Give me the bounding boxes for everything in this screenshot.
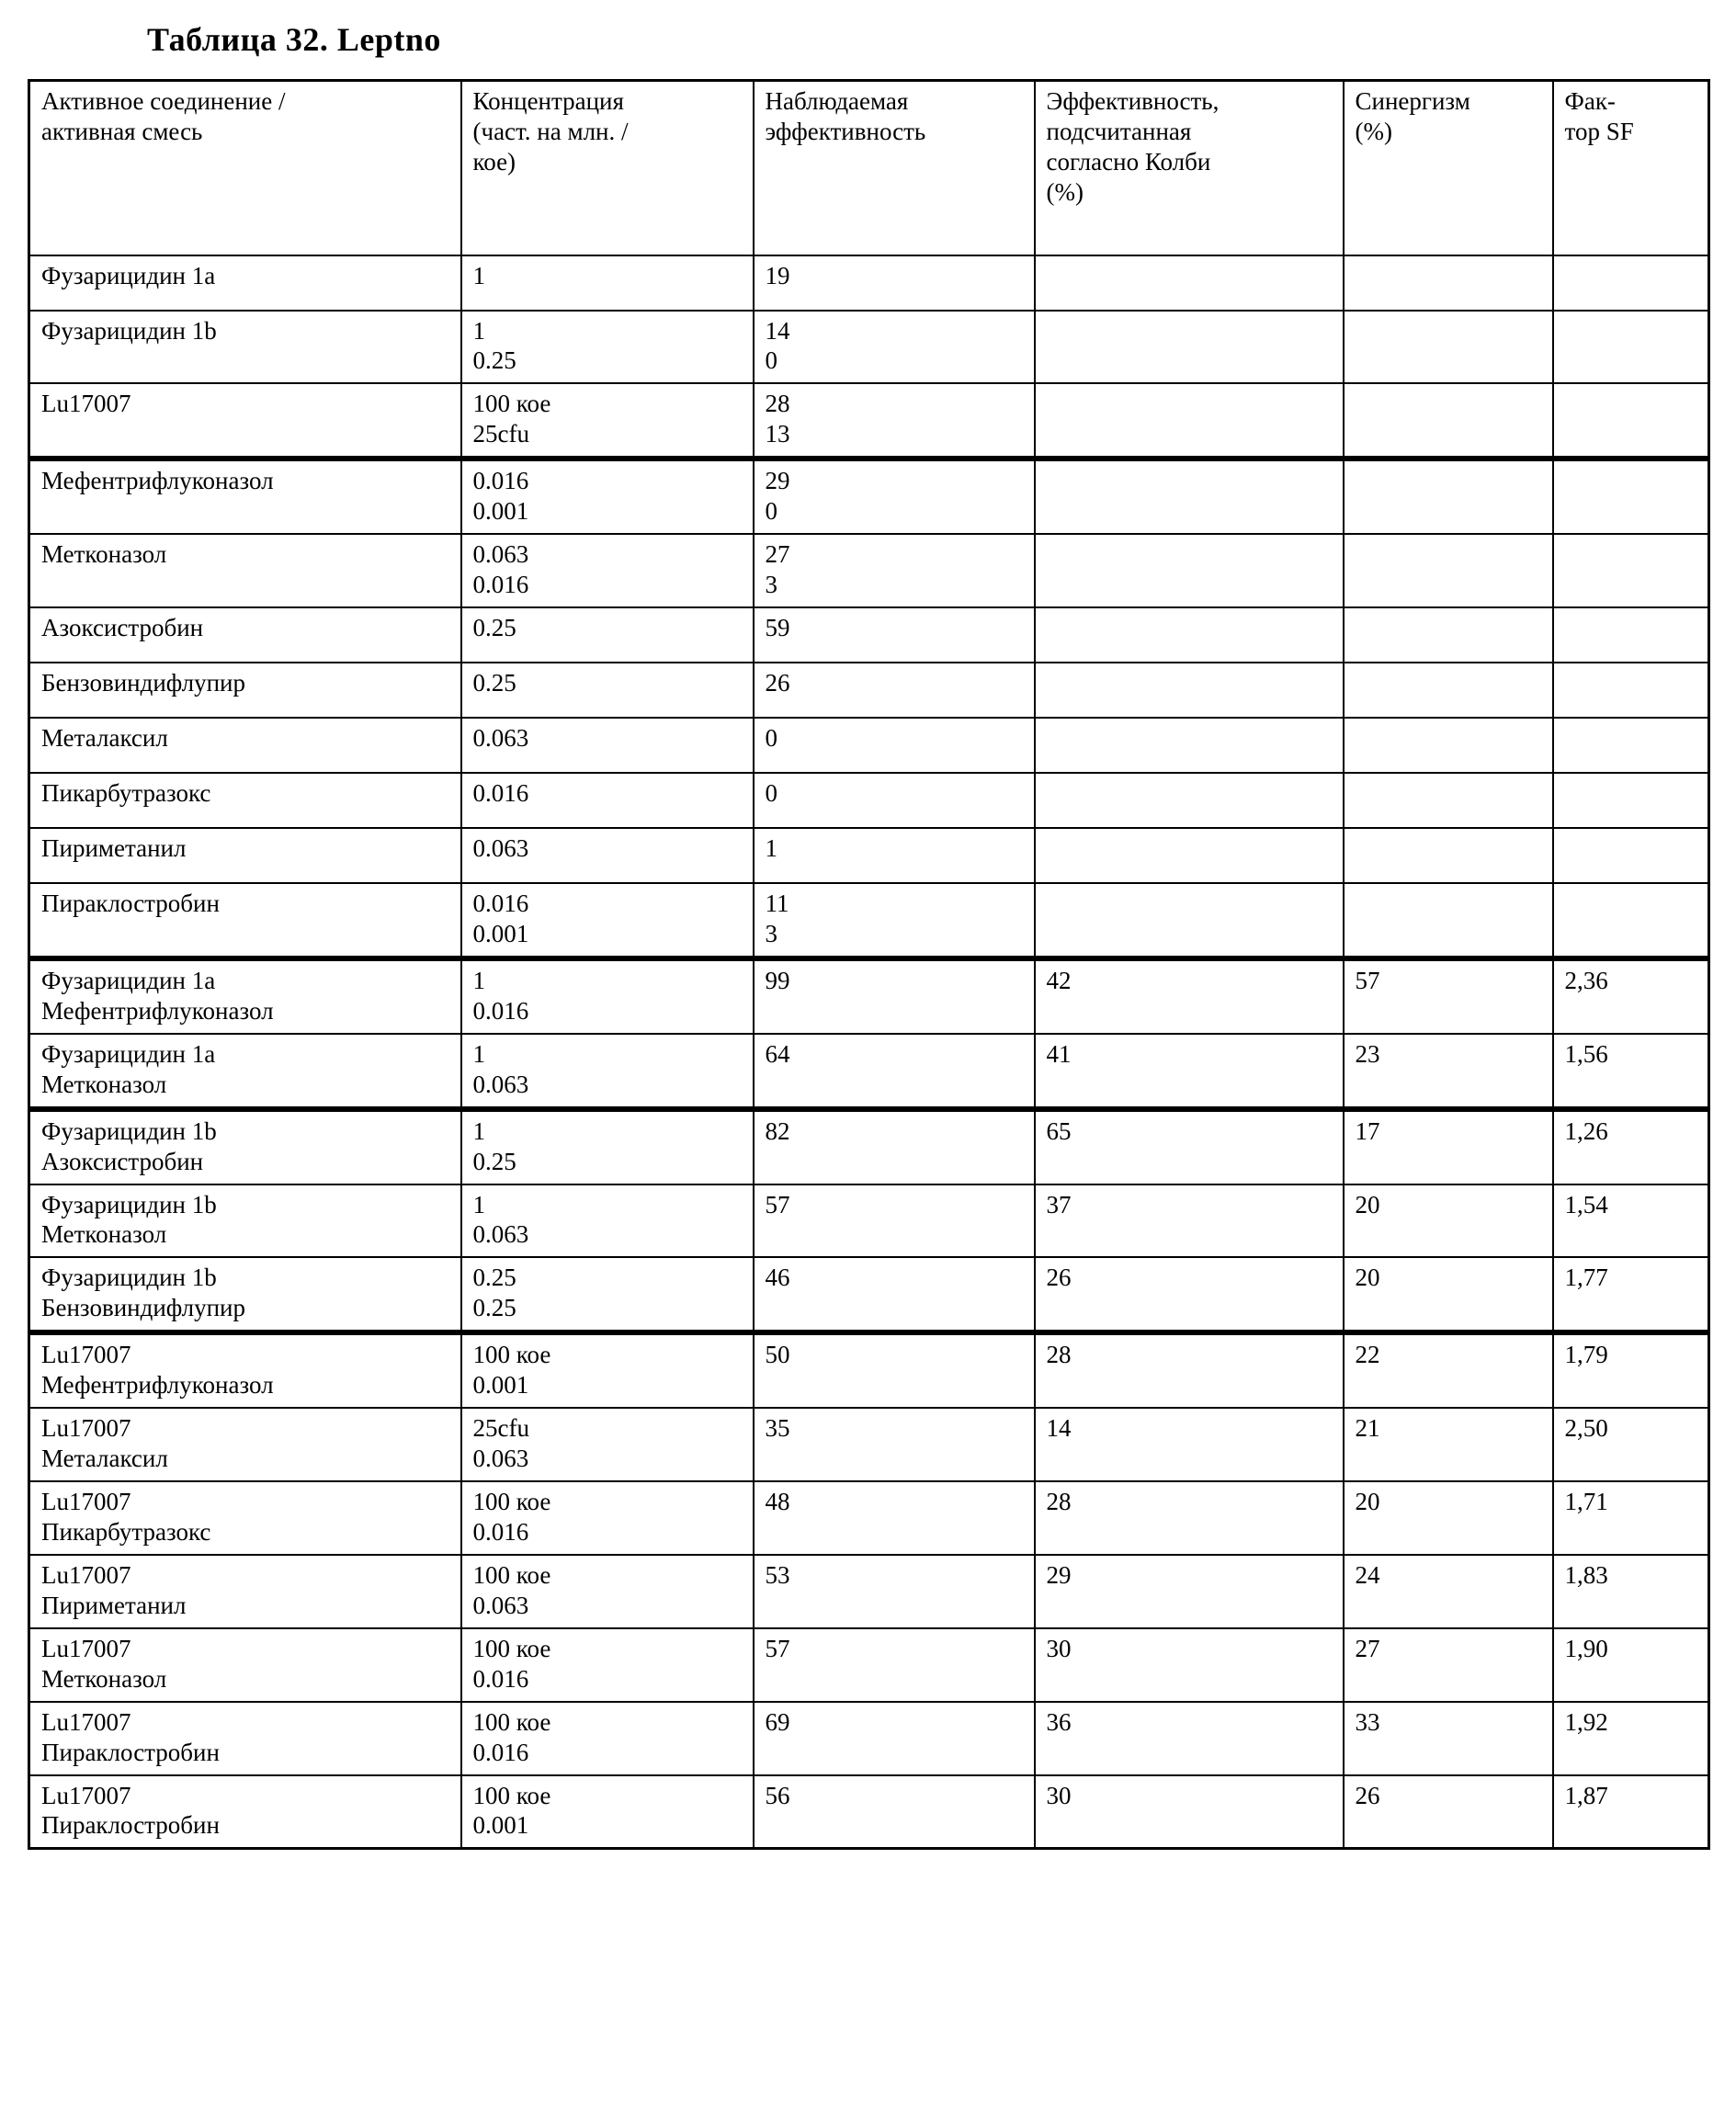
cell-colby-efficacy xyxy=(1035,828,1344,883)
cell-colby-efficacy: 65 xyxy=(1035,1109,1344,1184)
cell-observed-efficacy: 27 3 xyxy=(754,534,1035,607)
cell-compound: Lu17007 Металаксил xyxy=(29,1408,461,1481)
table-row xyxy=(29,828,1709,883)
cell-synergism: 33 xyxy=(1344,1702,1553,1775)
cell-synergism xyxy=(1344,718,1553,773)
cell-compound: Фузарицидин 1a Мефентрифлуконазол xyxy=(29,958,461,1034)
cell-synergism: 20 xyxy=(1344,1184,1553,1258)
cell-synergism xyxy=(1344,663,1553,718)
table-row xyxy=(29,1034,1709,1109)
cell-observed-efficacy: 0 xyxy=(754,773,1035,828)
cell-colby-efficacy: 14 xyxy=(1035,1408,1344,1481)
cell-colby-efficacy xyxy=(1035,311,1344,384)
cell-observed-efficacy: 99 xyxy=(754,958,1035,1034)
cell-compound: Lu17007 Мефентрифлуконазол xyxy=(29,1332,461,1408)
cell-compound: Фузарицидин 1b Бензовиндифлупир xyxy=(29,1257,461,1332)
cell-colby-efficacy xyxy=(1035,534,1344,607)
cell-synergism xyxy=(1344,607,1553,663)
cell-concentration: 1 0.016 xyxy=(461,958,754,1034)
table-row xyxy=(29,383,1709,459)
cell-observed-efficacy: 59 xyxy=(754,607,1035,663)
table-row xyxy=(29,1775,1709,1849)
column-header: Активное соединение / активная смесь xyxy=(29,81,461,255)
cell-synergism: 20 xyxy=(1344,1257,1553,1332)
cell-compound: Фузарицидин 1a xyxy=(29,255,461,311)
cell-compound: Фузарицидин 1b Метконазол xyxy=(29,1184,461,1258)
cell-synergism: 21 xyxy=(1344,1408,1553,1481)
cell-colby-efficacy: 30 xyxy=(1035,1628,1344,1702)
cell-observed-efficacy: 28 13 xyxy=(754,383,1035,459)
table-row xyxy=(29,1109,1709,1184)
cell-concentration: 0.016 0.001 xyxy=(461,459,754,534)
cell-observed-efficacy: 11 3 xyxy=(754,883,1035,958)
cell-sf-factor xyxy=(1553,828,1709,883)
cell-sf-factor xyxy=(1553,607,1709,663)
table-row xyxy=(29,607,1709,663)
cell-sf-factor xyxy=(1553,255,1709,311)
cell-observed-efficacy: 14 0 xyxy=(754,311,1035,384)
cell-compound: Пикарбутразокс xyxy=(29,773,461,828)
cell-synergism: 57 xyxy=(1344,958,1553,1034)
table-title: Таблица 32. Leptno xyxy=(147,21,441,58)
cell-observed-efficacy: 48 xyxy=(754,1481,1035,1555)
table-row xyxy=(29,534,1709,607)
cell-colby-efficacy xyxy=(1035,883,1344,958)
cell-observed-efficacy: 53 xyxy=(754,1555,1035,1628)
cell-concentration: 0.016 xyxy=(461,773,754,828)
cell-concentration: 100 кое 0.063 xyxy=(461,1555,754,1628)
cell-synergism xyxy=(1344,828,1553,883)
table-row xyxy=(29,1555,1709,1628)
cell-sf-factor xyxy=(1553,383,1709,459)
cell-sf-factor xyxy=(1553,883,1709,958)
cell-sf-factor: 2,36 xyxy=(1553,958,1709,1034)
table-row xyxy=(29,1702,1709,1775)
cell-colby-efficacy xyxy=(1035,459,1344,534)
cell-synergism: 23 xyxy=(1344,1034,1553,1109)
cell-concentration: 0.25 xyxy=(461,663,754,718)
cell-sf-factor: 1,56 xyxy=(1553,1034,1709,1109)
table-row xyxy=(29,459,1709,534)
cell-compound: Фузарицидин 1b xyxy=(29,311,461,384)
cell-observed-efficacy: 35 xyxy=(754,1408,1035,1481)
cell-concentration: 1 0.25 xyxy=(461,1109,754,1184)
cell-colby-efficacy xyxy=(1035,383,1344,459)
cell-compound: Пираклостробин xyxy=(29,883,461,958)
column-header: Эффективность, подсчитанная согласно Колби (%) xyxy=(1035,81,1344,255)
cell-observed-efficacy: 56 xyxy=(754,1775,1035,1849)
table-header xyxy=(29,81,1709,255)
column-header: Фак- тор SF xyxy=(1553,81,1709,255)
table-row xyxy=(29,311,1709,384)
cell-colby-efficacy xyxy=(1035,718,1344,773)
cell-colby-efficacy: 26 xyxy=(1035,1257,1344,1332)
cell-compound: Lu17007 Пириметанил xyxy=(29,1555,461,1628)
cell-synergism xyxy=(1344,773,1553,828)
table-row xyxy=(29,773,1709,828)
cell-sf-factor: 1,54 xyxy=(1553,1184,1709,1258)
cell-synergism: 26 xyxy=(1344,1775,1553,1849)
cell-sf-factor xyxy=(1553,773,1709,828)
cell-synergism: 27 xyxy=(1344,1628,1553,1702)
cell-sf-factor: 2,50 xyxy=(1553,1408,1709,1481)
cell-compound: Фузарицидин 1b Азоксистробин xyxy=(29,1109,461,1184)
leptno-table xyxy=(28,79,1710,1850)
cell-sf-factor: 1,77 xyxy=(1553,1257,1709,1332)
cell-compound: Lu17007 xyxy=(29,383,461,459)
cell-concentration: 1 0.25 xyxy=(461,311,754,384)
cell-compound: Фузарицидин 1a Метконазол xyxy=(29,1034,461,1109)
cell-colby-efficacy: 28 xyxy=(1035,1481,1344,1555)
cell-sf-factor xyxy=(1553,534,1709,607)
cell-sf-factor: 1,90 xyxy=(1553,1628,1709,1702)
header-row xyxy=(29,81,1709,255)
cell-compound: Lu17007 Пикарбутразокс xyxy=(29,1481,461,1555)
cell-concentration: 100 кое 0.016 xyxy=(461,1481,754,1555)
cell-synergism: 22 xyxy=(1344,1332,1553,1408)
cell-sf-factor: 1,83 xyxy=(1553,1555,1709,1628)
table-row xyxy=(29,1257,1709,1332)
cell-observed-efficacy: 50 xyxy=(754,1332,1035,1408)
cell-observed-efficacy: 0 xyxy=(754,718,1035,773)
cell-concentration: 0.063 xyxy=(461,718,754,773)
cell-sf-factor xyxy=(1553,718,1709,773)
table-row xyxy=(29,1332,1709,1408)
cell-compound: Бензовиндифлупир xyxy=(29,663,461,718)
cell-sf-factor xyxy=(1553,311,1709,384)
cell-sf-factor: 1,92 xyxy=(1553,1702,1709,1775)
table-row xyxy=(29,663,1709,718)
cell-colby-efficacy: 41 xyxy=(1035,1034,1344,1109)
table-row xyxy=(29,718,1709,773)
cell-synergism xyxy=(1344,459,1553,534)
table-row xyxy=(29,1481,1709,1555)
cell-synergism: 17 xyxy=(1344,1109,1553,1184)
cell-observed-efficacy: 26 xyxy=(754,663,1035,718)
cell-observed-efficacy: 57 xyxy=(754,1184,1035,1258)
cell-synergism xyxy=(1344,311,1553,384)
cell-concentration: 100 кое 0.001 xyxy=(461,1775,754,1849)
column-header: Концентрация (част. на млн. / кое) xyxy=(461,81,754,255)
cell-compound: Lu17007 Пираклостробин xyxy=(29,1775,461,1849)
cell-observed-efficacy: 1 xyxy=(754,828,1035,883)
cell-compound: Мефентрифлуконазол xyxy=(29,459,461,534)
cell-colby-efficacy xyxy=(1035,663,1344,718)
cell-synergism xyxy=(1344,534,1553,607)
cell-colby-efficacy: 28 xyxy=(1035,1332,1344,1408)
table-row xyxy=(29,1184,1709,1258)
cell-synergism xyxy=(1344,383,1553,459)
cell-concentration: 0.016 0.001 xyxy=(461,883,754,958)
cell-compound: Азоксистробин xyxy=(29,607,461,663)
cell-synergism: 20 xyxy=(1344,1481,1553,1555)
cell-observed-efficacy: 64 xyxy=(754,1034,1035,1109)
cell-concentration: 1 xyxy=(461,255,754,311)
table-row xyxy=(29,883,1709,958)
cell-colby-efficacy xyxy=(1035,255,1344,311)
table-row xyxy=(29,255,1709,311)
cell-concentration: 100 кое 0.016 xyxy=(461,1702,754,1775)
cell-sf-factor: 1,71 xyxy=(1553,1481,1709,1555)
cell-colby-efficacy xyxy=(1035,773,1344,828)
cell-colby-efficacy: 37 xyxy=(1035,1184,1344,1258)
cell-synergism xyxy=(1344,883,1553,958)
cell-concentration: 25cfu 0.063 xyxy=(461,1408,754,1481)
cell-colby-efficacy: 29 xyxy=(1035,1555,1344,1628)
cell-colby-efficacy xyxy=(1035,607,1344,663)
table-row xyxy=(29,1408,1709,1481)
cell-concentration: 0.25 xyxy=(461,607,754,663)
cell-compound: Lu17007 Пираклостробин xyxy=(29,1702,461,1775)
cell-concentration: 0.25 0.25 xyxy=(461,1257,754,1332)
table-row xyxy=(29,1628,1709,1702)
table-row xyxy=(29,958,1709,1034)
table-body xyxy=(29,255,1709,1849)
cell-compound: Lu17007 Метконазол xyxy=(29,1628,461,1702)
cell-colby-efficacy: 42 xyxy=(1035,958,1344,1034)
cell-observed-efficacy: 82 xyxy=(754,1109,1035,1184)
cell-concentration: 1 0.063 xyxy=(461,1034,754,1109)
cell-compound: Пириметанил xyxy=(29,828,461,883)
cell-sf-factor: 1,87 xyxy=(1553,1775,1709,1849)
cell-synergism xyxy=(1344,255,1553,311)
cell-concentration: 100 кое 0.001 xyxy=(461,1332,754,1408)
cell-concentration: 0.063 xyxy=(461,828,754,883)
cell-sf-factor: 1,26 xyxy=(1553,1109,1709,1184)
cell-observed-efficacy: 69 xyxy=(754,1702,1035,1775)
cell-colby-efficacy: 36 xyxy=(1035,1702,1344,1775)
cell-sf-factor xyxy=(1553,459,1709,534)
column-header: Синергизм (%) xyxy=(1344,81,1553,255)
cell-synergism: 24 xyxy=(1344,1555,1553,1628)
cell-sf-factor: 1,79 xyxy=(1553,1332,1709,1408)
cell-concentration: 100 кое 25cfu xyxy=(461,383,754,459)
cell-observed-efficacy: 46 xyxy=(754,1257,1035,1332)
cell-observed-efficacy: 19 xyxy=(754,255,1035,311)
column-header: Наблюдаемая эффективность xyxy=(754,81,1035,255)
cell-concentration: 100 кое 0.016 xyxy=(461,1628,754,1702)
cell-colby-efficacy: 30 xyxy=(1035,1775,1344,1849)
cell-observed-efficacy: 57 xyxy=(754,1628,1035,1702)
cell-compound: Металаксил xyxy=(29,718,461,773)
cell-concentration: 0.063 0.016 xyxy=(461,534,754,607)
cell-observed-efficacy: 29 0 xyxy=(754,459,1035,534)
cell-compound: Метконазол xyxy=(29,534,461,607)
cell-sf-factor xyxy=(1553,663,1709,718)
cell-concentration: 1 0.063 xyxy=(461,1184,754,1258)
